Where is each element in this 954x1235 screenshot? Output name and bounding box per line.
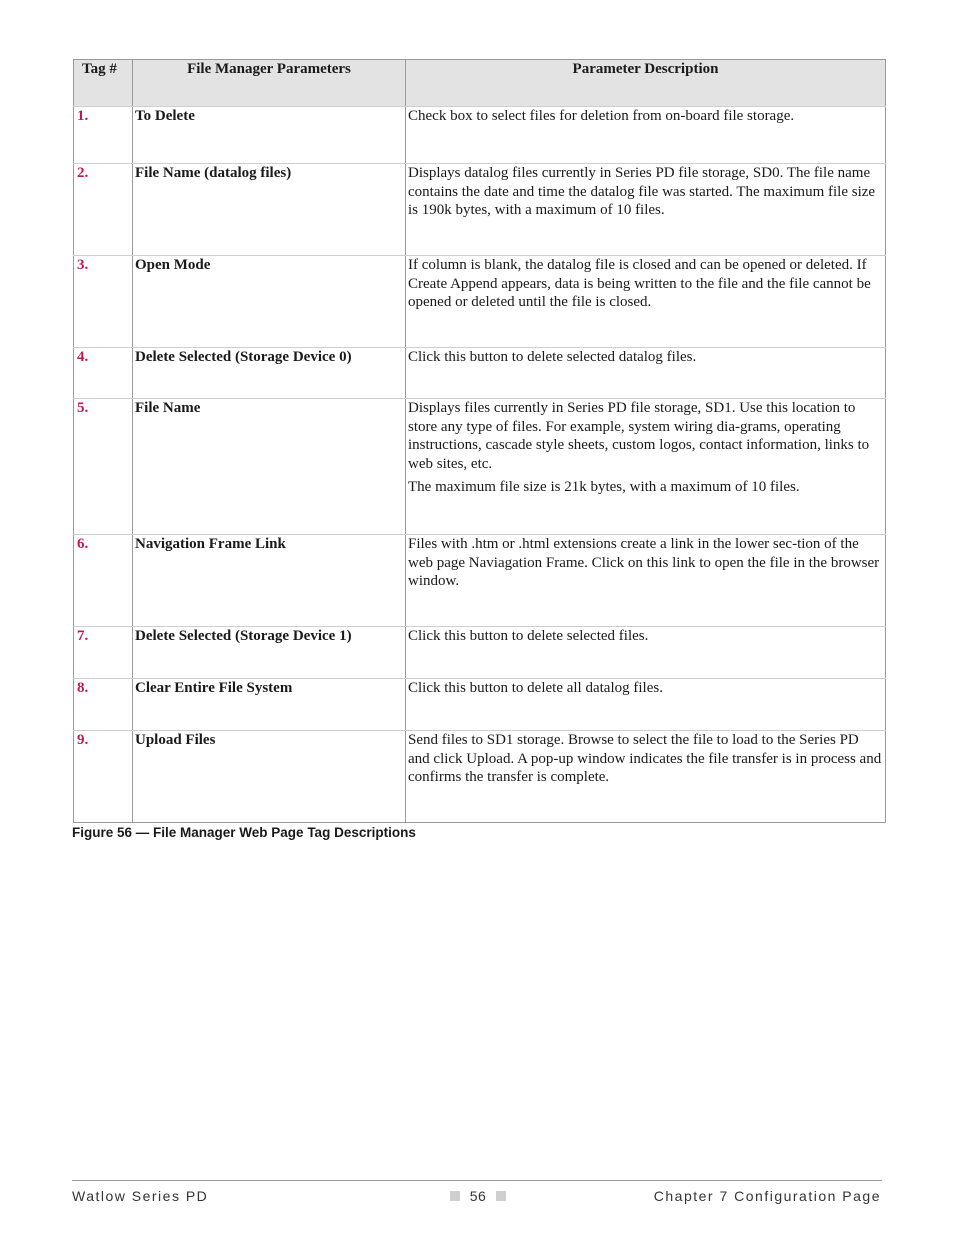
parameter-description bbox=[406, 164, 886, 256]
parameter-description bbox=[406, 348, 886, 399]
tag-number: 3. bbox=[74, 256, 133, 348]
parameter-description bbox=[406, 399, 886, 535]
parameter-name: File Name bbox=[133, 399, 406, 535]
description-paragraph: Send files to SD1 storage. Browse to select the file to load to the Series PD and click Upload. A pop-up window indicates the file transfer is in process and confirms the transfer is complete. bbox=[408, 732, 882, 785]
tag-number: 8. bbox=[74, 679, 133, 731]
table-header-row bbox=[74, 60, 886, 107]
parameter-description bbox=[406, 535, 886, 627]
parameter-description bbox=[406, 256, 886, 348]
table-row bbox=[74, 731, 886, 823]
tag-number: 9. bbox=[74, 731, 133, 823]
parameter-name: Delete Selected (Storage Device 0) bbox=[133, 348, 406, 399]
description-paragraph: Files with .htm or .html extensions create a link in the lower sec-tion of the web page Naviagation Frame. Click on this link to open the file in the browser window. bbox=[408, 536, 880, 589]
square-bullet-icon bbox=[450, 1191, 460, 1201]
tag-number: 7. bbox=[74, 627, 133, 679]
table-row bbox=[74, 627, 886, 679]
description-paragraph: Displays files currently in Series PD file storage, SD1. Use this location to store any type of files. For example, system wiring dia-grams, operating instructions, cascade style sheets, custom logos, contact information, links to web sites, etc. bbox=[408, 400, 870, 472]
tag-number: 5. bbox=[74, 399, 133, 535]
table-row bbox=[74, 348, 886, 399]
parameter-name: File Name (datalog files) bbox=[133, 164, 406, 256]
header-description: Parameter Description bbox=[406, 60, 886, 107]
header-tag: Tag # bbox=[74, 60, 133, 107]
parameter-description bbox=[406, 679, 886, 731]
description-paragraph: Click this button to delete selected files. bbox=[408, 628, 649, 644]
description-paragraph: Click this button to delete selected datalog files. bbox=[408, 349, 697, 365]
parameter-description bbox=[406, 107, 886, 164]
footer-chapter: Chapter 7 Configuration Page bbox=[653, 1188, 881, 1204]
tag-number: 6. bbox=[74, 535, 133, 627]
parameter-name: Delete Selected (Storage Device 1) bbox=[133, 627, 406, 679]
tag-number: 2. bbox=[74, 164, 133, 256]
parameter-name: To Delete bbox=[133, 107, 406, 164]
page-number: 56 bbox=[469, 1188, 487, 1204]
table-row bbox=[74, 107, 886, 164]
table-row bbox=[74, 535, 886, 627]
description-paragraph: The maximum file size is 21k bytes, with a maximum of 10 files. bbox=[408, 479, 800, 495]
tag-number: 4. bbox=[74, 348, 133, 399]
table-row bbox=[74, 164, 886, 256]
parameter-name: Open Mode bbox=[133, 256, 406, 348]
description-paragraph: Displays datalog files currently in Series PD file storage, SD0. The file name contains the date and time the datalog file was started. The maximum file size is 190k bytes, with a maximum of 10 files. bbox=[408, 165, 876, 218]
table-row bbox=[74, 679, 886, 731]
tag-description-table bbox=[73, 59, 886, 823]
header-parameters: File Manager Parameters bbox=[133, 60, 406, 107]
description-paragraph: Click this button to delete all datalog files. bbox=[408, 680, 663, 696]
parameter-name: Clear Entire File System bbox=[133, 679, 406, 731]
footer-product: Watlow Series PD bbox=[72, 1188, 209, 1204]
figure-caption: Figure 56 — File Manager Web Page Tag Descriptions bbox=[72, 825, 416, 840]
description-paragraph: If column is blank, the datalog file is closed and can be opened or deleted. If Create Append appears, data is being written to the file and the file cannot be opened or deleted until the file is closed. bbox=[408, 257, 871, 310]
parameter-name: Navigation Frame Link bbox=[133, 535, 406, 627]
description-paragraph: Check box to select files for deletion from on-board file storage. bbox=[408, 108, 795, 124]
tag-number: 1. bbox=[74, 107, 133, 164]
table-row bbox=[74, 399, 886, 535]
parameter-name: Upload Files bbox=[133, 731, 406, 823]
table-row bbox=[74, 256, 886, 348]
parameter-description bbox=[406, 627, 886, 679]
table-body bbox=[74, 107, 886, 823]
square-bullet-icon bbox=[496, 1191, 506, 1201]
parameter-description bbox=[406, 731, 886, 823]
footer-divider bbox=[72, 1180, 882, 1181]
footer-page-number bbox=[450, 1188, 506, 1204]
